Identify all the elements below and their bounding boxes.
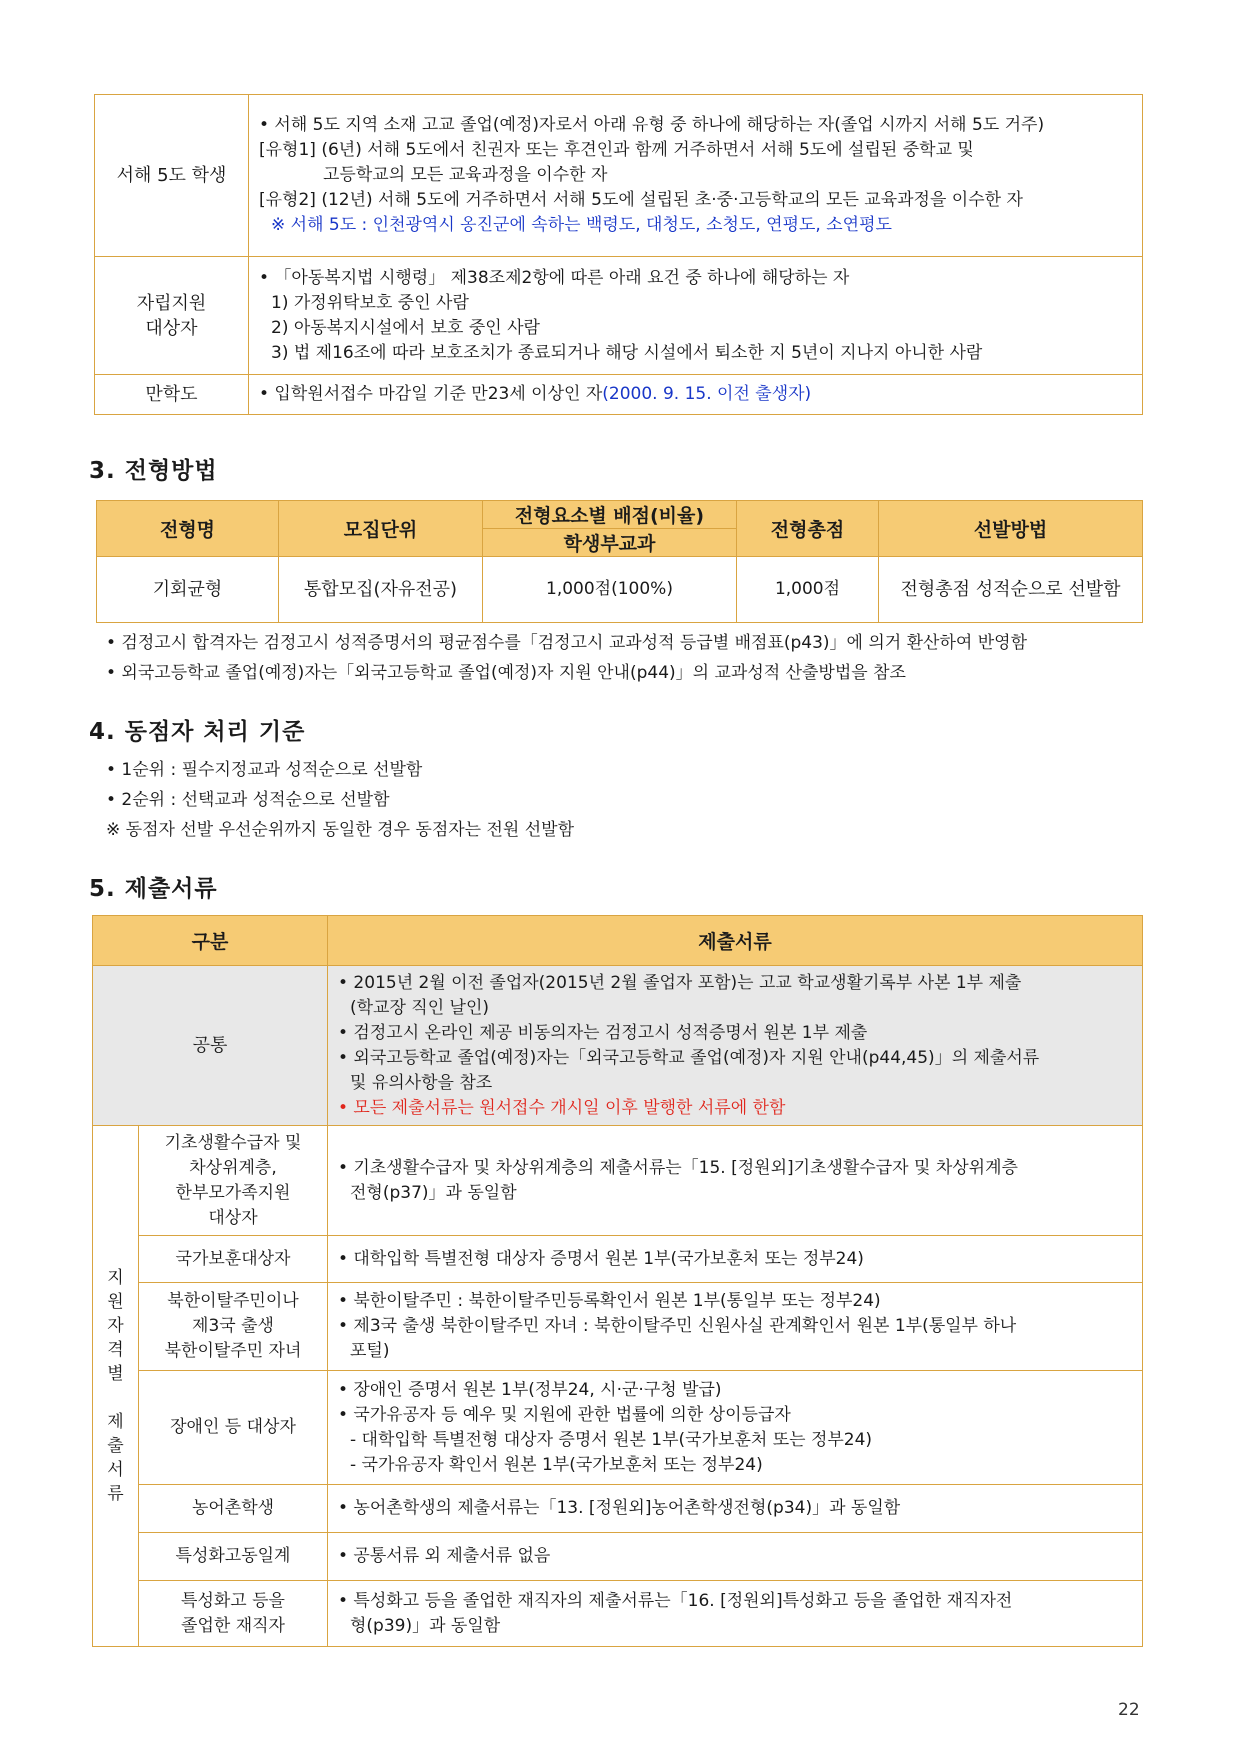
cell-name: 기회균형 <box>97 557 279 623</box>
text-line: • 검정고시 온라인 제공 비동의자는 검정고시 성적증명서 원본 1부 제출 <box>338 1022 868 1043</box>
row-label-common: 공통 <box>93 966 328 1126</box>
row-content-vocational <box>328 1533 1143 1581</box>
cell-unit: 통합모집(자유전공) <box>279 557 483 623</box>
label-line: 기초생활수급자 및 <box>164 1132 302 1153</box>
label-line: 차상위계층, <box>189 1157 277 1178</box>
text-line: • 공통서류 외 제출서류 없음 <box>338 1546 551 1566</box>
text-line: 2) 아동복지시설에서 보호 중인 사람 <box>271 317 540 338</box>
section-title-3: 3. 전형방법 <box>89 458 218 484</box>
row-content-seohae <box>249 95 1143 257</box>
eligibility-table <box>94 94 1143 415</box>
text-line: • 대학입학 특별전형 대상자 증명서 원본 1부(국가보훈처 또는 정부24) <box>338 1248 864 1269</box>
table-row <box>93 1126 1143 1236</box>
label-line: 자립지원 <box>136 292 207 314</box>
text-line: • 외국고등학교 졸업(예정)자는「외국고등학교 졸업(예정)자 지원 안내(p44,45)」의 제출서류 <box>338 1047 1040 1068</box>
cell-total: 1,000점 <box>737 557 879 623</box>
header-category: 구분 <box>93 916 328 966</box>
birth-date-note: (2000. 9. 15. 이전 출생자) <box>602 384 812 404</box>
row-content-defectors <box>328 1283 1143 1371</box>
row-label-independence <box>95 257 249 375</box>
text-line: • 특성화고 등을 졸업한 재직자의 제출서류는「16. [정원외]특성화고 등을 졸업한 재직자전 <box>338 1590 1013 1611</box>
label-line: 대상자 <box>145 317 198 339</box>
vertical-char: 서 <box>107 1460 124 1480</box>
text-line: 전형(p37)」과 동일함 <box>350 1182 517 1203</box>
text-line: • 농어촌학생의 제출서류는「13. [정원외]농어촌학생전형(p34)」과 동일함 <box>338 1498 901 1518</box>
text-line: • 2015년 2월 이전 졸업자(2015년 2월 졸업자 포함)는 고교 학교생활기록부 사본 1부 제출 <box>338 972 1022 993</box>
text-line: • 북한이탈주민 : 북한이탈주민등록확인서 원본 1부(통일부 또는 정부24) <box>338 1291 881 1311</box>
cell-method: 전형총점 성적순으로 선발함 <box>879 557 1143 623</box>
vertical-char: 원 <box>107 1292 124 1312</box>
table-row <box>93 1581 1143 1647</box>
table-row <box>93 1236 1143 1283</box>
label-line: 특성화고 등을 <box>181 1590 285 1611</box>
row-label-employed-graduates <box>139 1581 328 1647</box>
header-docs: 제출서류 <box>328 916 1143 966</box>
row-label-veterans: 국가보훈대상자 <box>139 1236 328 1283</box>
tie-rule-line: • 1순위 : 필수지정교과 성적순으로 선발함 <box>106 760 423 780</box>
warning-line: • 모든 제출서류는 원서접수 개시일 이후 발행한 서류에 한함 <box>338 1097 786 1118</box>
tie-rule-line: ※ 동점자 선발 우선순위까지 동일한 경우 동점자는 전원 선발함 <box>106 820 575 840</box>
row-label-vocational: 특성화고동일계 <box>139 1533 328 1581</box>
note-line: • 검정고시 합격자는 검정고시 성적증명서의 평균점수를「검정고시 교과성적 등급별 배점표(p43)」에 의거 환산하여 반영함 <box>106 633 1027 653</box>
row-content-basic-livelihood <box>328 1126 1143 1236</box>
header-unit: 모집단위 <box>279 501 483 557</box>
text-line: • 입학원서접수 마감일 기준 만23세 이상인 자 <box>259 384 603 404</box>
row-content-employed-graduates <box>328 1581 1143 1647</box>
side-label-by-qualification <box>93 1126 139 1647</box>
vertical-char: 격 <box>107 1340 124 1360</box>
tie-rule-line: • 2순위 : 선택교과 성적순으로 선발함 <box>106 790 390 810</box>
label-line: 북한이탈주민 자녀 <box>164 1341 302 1361</box>
row-content-veterans <box>328 1236 1143 1283</box>
header-method: 선발방법 <box>879 501 1143 557</box>
text-line: • 서해 5도 지역 소재 고교 졸업(예정)자로서 아래 유형 중 하나에 해당하는 자(졸업 시까지 서해 5도 거주) <box>259 115 1045 135</box>
table-row <box>95 257 1143 375</box>
cell-score: 1,000점(100%) <box>483 557 737 623</box>
note-line: • 외국고등학교 졸업(예정)자는「외국고등학교 졸업(예정)자 지원 안내(p44)」의 교과성적 산출방법을 참조 <box>106 663 906 683</box>
text-line: 형(p39)」과 동일함 <box>350 1615 501 1636</box>
row-content-rural <box>328 1485 1143 1533</box>
table-row <box>93 1485 1143 1533</box>
label-line: 제3국 출생 <box>192 1316 274 1336</box>
vertical-char: 출 <box>107 1436 124 1456</box>
table-row <box>93 1283 1143 1371</box>
label-line: 북한이탈주민이나 <box>167 1291 299 1311</box>
documents-table <box>92 915 1143 1647</box>
label-line: 대상자 <box>208 1207 258 1228</box>
table-row <box>95 95 1143 257</box>
text-line-note: ※ 서해 5도 : 인천광역시 옹진군에 속하는 백령도, 대청도, 소청도, 연평도, 소연평도 <box>271 215 892 235</box>
row-content-late-learner <box>249 375 1143 415</box>
header-total: 전형총점 <box>737 501 879 557</box>
text-line: 고등학교의 모든 교육과정을 이수한 자 <box>323 165 608 185</box>
row-content-disabled <box>328 1371 1143 1485</box>
vertical-char: 별 <box>107 1364 124 1384</box>
section-title-4: 4. 동점자 처리 기준 <box>89 719 306 745</box>
text-line: • 「아동복지법 시행령」 제38조제2항에 따른 아래 요건 중 하나에 해당하는 자 <box>259 267 850 288</box>
table-row <box>93 1533 1143 1581</box>
table-row-common <box>93 966 1143 1126</box>
table-row <box>95 375 1143 415</box>
row-content-independence <box>249 257 1143 375</box>
text-line: - 대학입학 특별전형 대상자 증명서 원본 1부(국가보훈처 또는 정부24) <box>350 1429 873 1450</box>
table-row <box>97 557 1143 623</box>
row-label-rural: 농어촌학생 <box>139 1485 328 1533</box>
row-label-late-learner: 만학도 <box>95 375 249 415</box>
section-title-5: 5. 제출서류 <box>89 876 218 902</box>
header-name: 전형명 <box>97 501 279 557</box>
row-content-common <box>328 966 1143 1126</box>
table-header-row <box>97 501 1143 529</box>
row-label-disabled: 장애인 등 대상자 <box>139 1371 328 1485</box>
text-line: (학교장 직인 날인) <box>350 997 490 1018</box>
text-line: - 국가유공자 확인서 원본 1부(국가보훈처 또는 정부24) <box>350 1454 763 1475</box>
selection-method-table <box>96 500 1143 623</box>
label-line: 한부모가족지원 <box>175 1182 291 1203</box>
header-score-sub: 학생부교과 <box>483 529 737 557</box>
text-line: • 제3국 출생 북한이탈주민 자녀 : 북한이탈주민 신원사실 관계확인서 원본 1부(통일부 하나 <box>338 1316 1017 1336</box>
row-label-seohae: 서해 5도 학생 <box>95 95 249 257</box>
table-header-row <box>93 916 1143 966</box>
text-line: [유형2] (12년) 서해 5도에 거주하면서 서해 5도에 설립된 초·중·고등학교의 모든 교육과정을 이수한 자 <box>259 190 1023 210</box>
text-line: [유형1] (6년) 서해 5도에서 친권자 또는 후견인과 함께 거주하면서 서해 5도에 설립된 중학교 및 <box>259 140 974 160</box>
vertical-char: 지 <box>107 1268 124 1288</box>
text-line: 1) 가정위탁보호 중인 사람 <box>271 292 469 313</box>
text-line: • 기초생활수급자 및 차상위계층의 제출서류는「15. [정원외]기초생활수급자 및 차상위계층 <box>338 1157 1018 1178</box>
row-label-basic-livelihood <box>139 1126 328 1236</box>
vertical-char: 류 <box>107 1484 124 1504</box>
vertical-char: 제 <box>107 1412 124 1432</box>
text-line: 포털) <box>350 1341 390 1361</box>
page-number: 22 <box>1118 1700 1140 1720</box>
row-label-defectors <box>139 1283 328 1371</box>
header-score-group: 전형요소별 배점(비율) <box>483 501 737 529</box>
table-row <box>93 1371 1143 1485</box>
vertical-char: 자 <box>107 1316 124 1336</box>
text-line: 및 유의사항을 참조 <box>350 1072 493 1093</box>
label-line: 졸업한 재직자 <box>181 1615 285 1636</box>
text-line: 3) 법 제16조에 따라 보호조치가 종료되거나 해당 시설에서 퇴소한 지 5년이 지나지 아니한 사람 <box>271 342 983 363</box>
text-line: • 국가유공자 등 예우 및 지원에 관한 법률에 의한 상이등급자 <box>338 1404 791 1425</box>
text-line: • 장애인 증명서 원본 1부(정부24, 시·군·구청 발급) <box>338 1379 722 1400</box>
